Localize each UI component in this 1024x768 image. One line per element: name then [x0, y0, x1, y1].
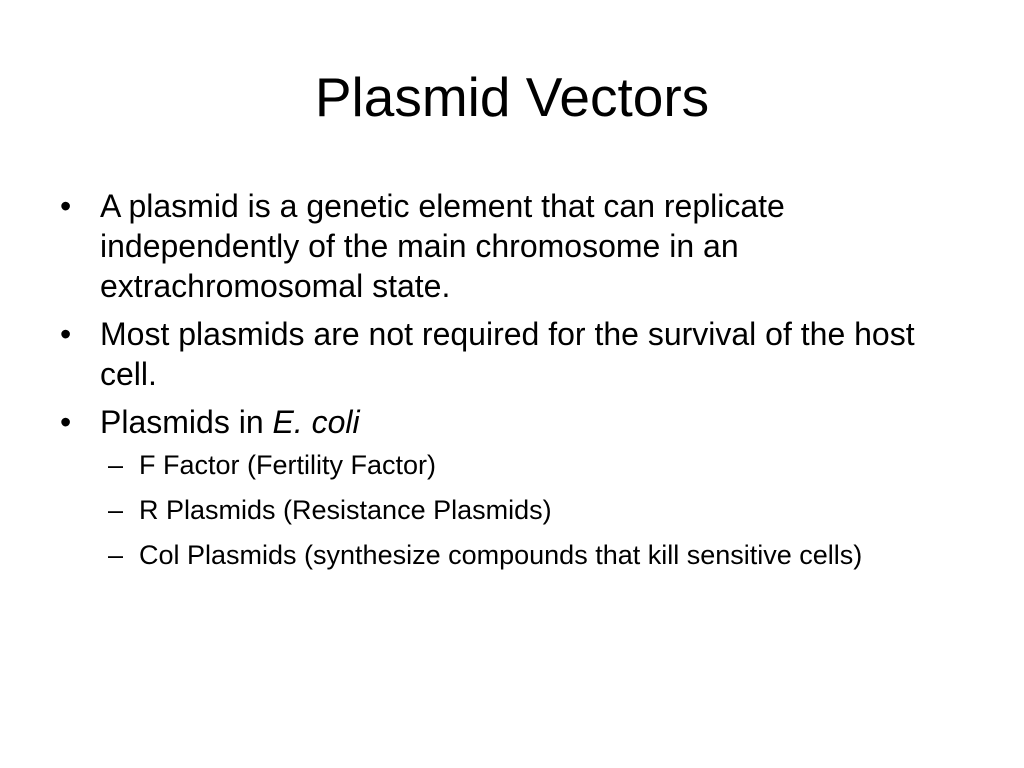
- bullet-emphasis: E. coli: [272, 404, 360, 440]
- bullet-text: Plasmids in: [100, 404, 273, 440]
- bullet-marker: •: [60, 188, 72, 224]
- sub-bullet-item: [94, 538, 980, 573]
- sub-bullet-marker: –: [108, 450, 124, 480]
- bullet-item: [60, 186, 980, 306]
- slide-title: Plasmid Vectors: [314, 66, 710, 128]
- bullet-list: [60, 186, 980, 583]
- bullet-text: A plasmid is a genetic element that can replicate independently of the main chromosome in an extrachromosomal state.: [100, 188, 785, 304]
- sub-bullet-marker: –: [108, 495, 124, 525]
- bullet-item: [60, 402, 980, 573]
- sub-bullet-text: Col Plasmids (synthesize compounds that kill sensitive cells): [139, 540, 863, 570]
- bullet-text: Most plasmids are not required for the survival of the host cell.: [100, 316, 915, 392]
- bullet-item: [60, 314, 980, 394]
- sub-bullet-marker: –: [108, 540, 124, 570]
- sub-bullet-text: F Factor (Fertility Factor): [139, 450, 437, 480]
- bullet-marker: •: [60, 316, 72, 352]
- sub-bullet-list: [100, 448, 980, 573]
- bullet-marker: •: [60, 404, 72, 440]
- sub-bullet-item: [94, 448, 980, 483]
- sub-bullet-text: R Plasmids (Resistance Plasmids): [139, 495, 552, 525]
- sub-bullet-item: [94, 493, 980, 528]
